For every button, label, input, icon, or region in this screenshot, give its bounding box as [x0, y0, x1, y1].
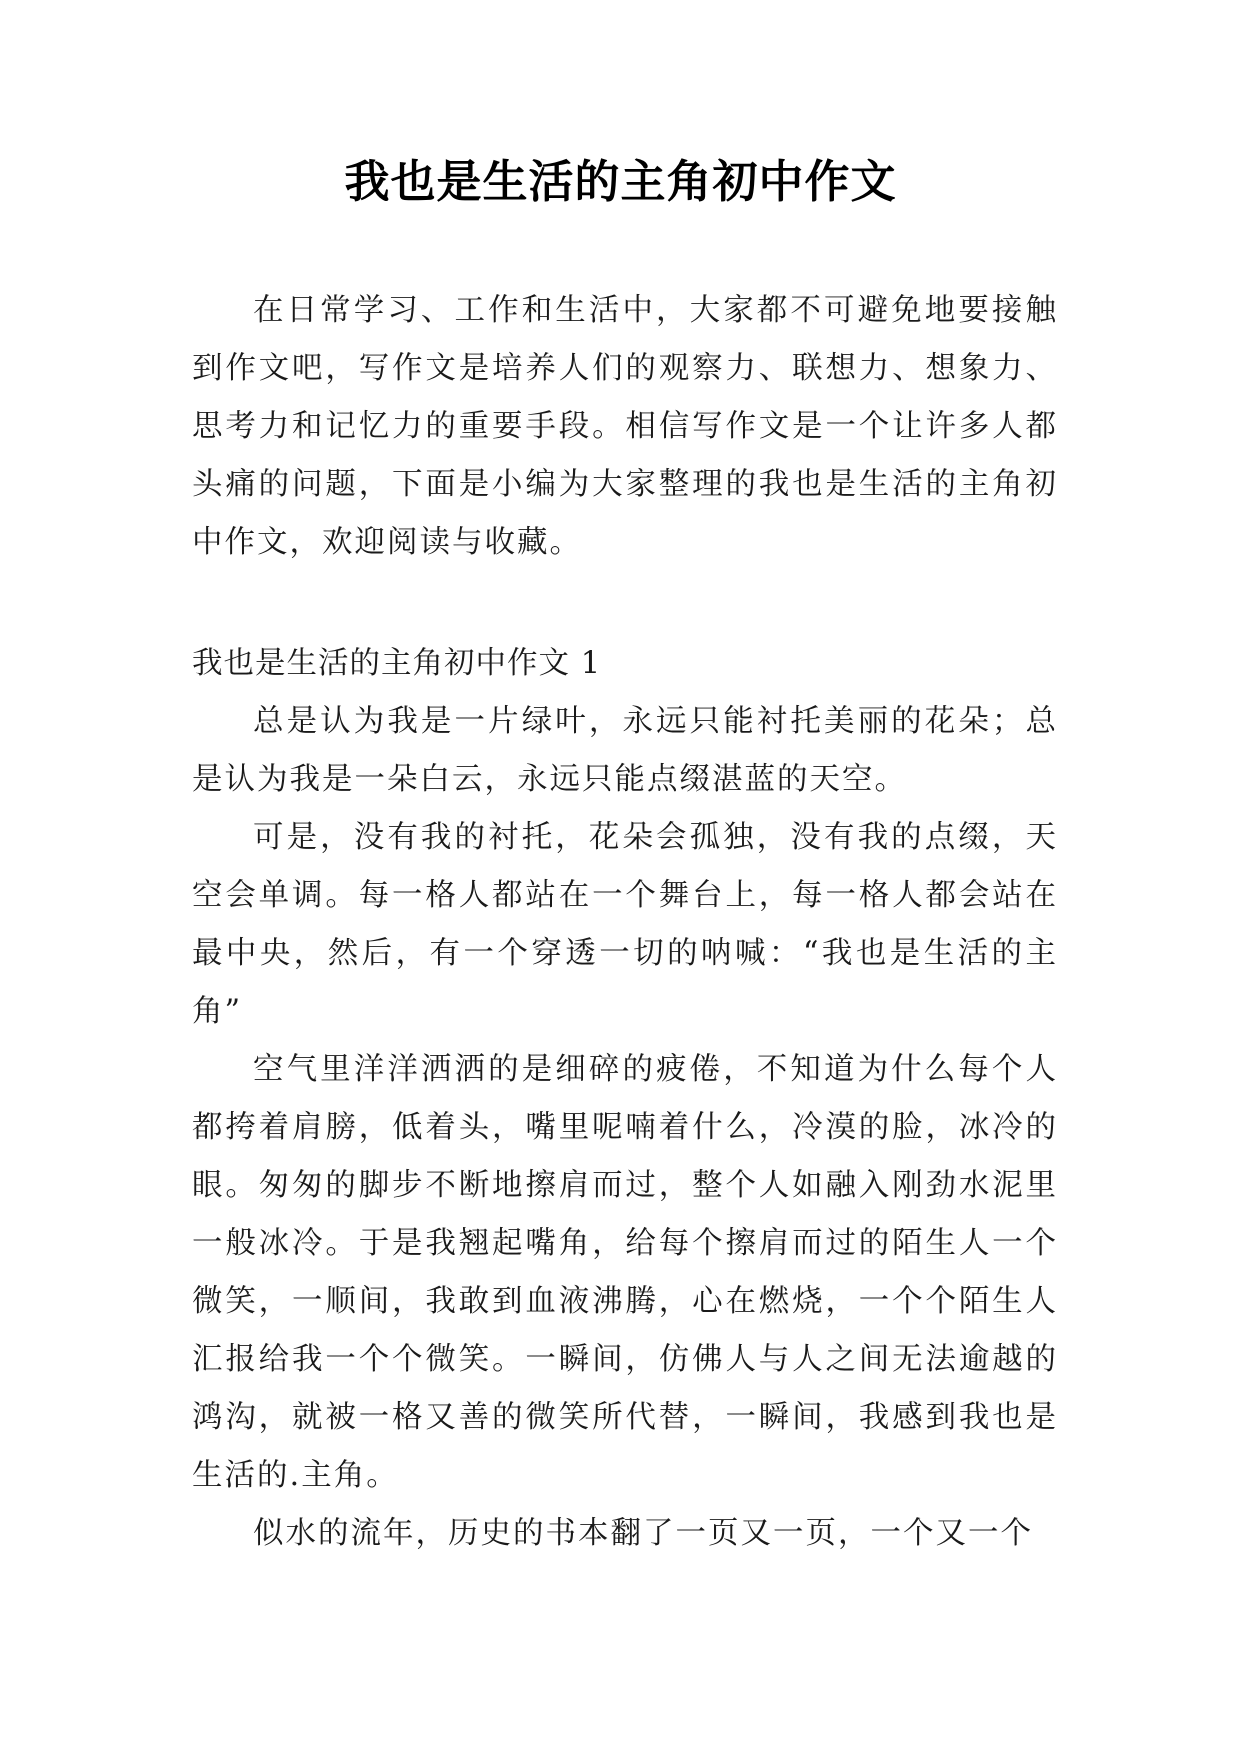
essay-paragraph: 可是，没有我的衬托，花朵会孤独，没有我的点缀，天空会单调。每一格人都站在一个舞台上，每一格人都会站在最中央，然后，有一个穿透一切的呐喊：“我也是生活的主角” — [192, 820, 1058, 1029]
essay-paragraph: 似水的流年，历史的书本翻了一页又一页，一个又一个 — [253, 1516, 1033, 1551]
intro-paragraph: 在日常学习、工作和生活中，大家都不可避免地要接触到作文吧，写作文是培养人们的观察力、联想力、想象力、思考力和记忆力的重要手段。相信写作文是一个让许多人都头痛的问题，下面是小编为大家整理的我也是生活的主角初中作文，欢迎阅读与收藏。 — [192, 293, 1058, 560]
section-heading: 我也是生活的主角初中作文 1 — [192, 646, 602, 681]
essay-paragraph: 空气里洋洋洒洒的是细碎的疲倦，不知道为什么每个人都挎着肩膀，低着头，嘴里呢喃着什么，冷漠的脸，冰冷的眼。匆匆的脚步不断地擦肩而过，整个人如融入刚劲水泥里一般冰冷。于是我翘起嘴角，给每个擦肩而过的陌生人一个微笑，一顺间，我敢到血液沸腾，心在燃烧，一个个陌生人汇报给我一个个微笑。一瞬间，仿佛人与人之间无法逾越的鸿沟，就被一格又善的微笑所代替，一瞬间，我感到我也是生活的.主角。 — [192, 1052, 1058, 1493]
intro-section — [192, 282, 1058, 572]
essay-body — [192, 693, 1058, 1563]
document-title: 我也是生活的主角初中作文 — [344, 155, 897, 208]
essay-paragraph: 总是认为我是一片绿叶，永远只能衬托美丽的花朵；总是认为我是一朵白云，永远只能点缀湛蓝的天空。 — [192, 704, 1058, 797]
